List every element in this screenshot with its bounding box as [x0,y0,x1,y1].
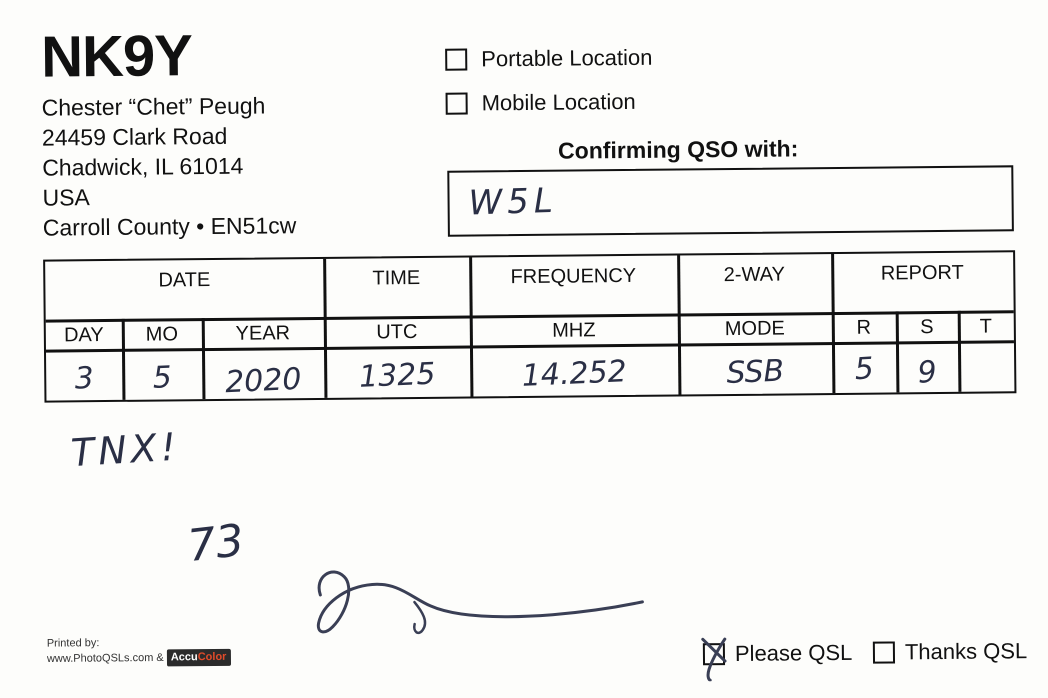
header-t: T [979,315,993,338]
note-73: 73 [185,514,247,572]
value-r: 5 [853,351,875,388]
thanks-qsl-option[interactable] [873,638,1028,665]
group-header-report: REPORT [880,261,964,285]
value-mo: 5 [151,360,173,396]
value-day: 3 [73,360,95,397]
value-t [958,352,1014,353]
checkbox-icon[interactable] [445,49,467,71]
accucolor-logo-part-a: Accu [170,651,198,664]
value-year: 2020 [224,361,303,401]
address-line-4: USA [42,184,90,211]
header-mode: MODE [724,317,785,341]
please-qsl-option[interactable] [703,640,853,667]
value-mode: SSB [725,353,785,392]
value-utc: 1325 [358,356,437,395]
address-line-1: Chester “Chet” Peugh [41,92,266,121]
header-mhz: MHZ [552,319,596,342]
group-header-mode: 2-WAY [723,263,785,287]
signature-scribble [302,544,673,658]
mobile-location-label: Mobile Location [481,88,636,116]
checkbox-icon[interactable] [446,93,468,115]
confirming-qso-value: W5L [467,180,559,224]
accucolor-logo-part-b: Color [197,650,227,664]
value-s: 9 [916,354,938,391]
check-mark-icon [699,635,735,681]
station-address [42,90,297,242]
header-mo: MO [145,323,179,346]
header-year: YEAR [235,322,291,345]
address-line-3: Chadwick, IL 61014 [42,152,244,181]
address-line-5: Carroll County • EN51cw [42,212,297,241]
group-header-time: TIME [372,266,421,290]
group-header-date: DATE [158,269,211,292]
checkbox-checked-icon[interactable] [703,643,725,665]
please-qsl-label: Please QSL [734,639,853,666]
group-header-frequency: FREQUENCY [510,264,637,289]
header-utc: UTC [376,321,418,344]
thanks-qsl-label: Thanks QSL [904,638,1028,665]
checkbox-icon[interactable] [873,641,895,663]
portable-location-option[interactable] [445,45,652,73]
printer-url: www.PhotoQSLs.com [46,651,154,665]
portable-location-label: Portable Location [481,44,653,72]
callsign-heading: NK9Y [40,23,193,90]
confirming-qso-label: Confirming QSO with: [557,135,799,164]
address-line-2: 24459 Clark Road [41,122,228,151]
ampersand: & [156,651,164,664]
printer-credit [47,635,232,668]
note-tnx: TNX! [69,424,182,476]
accucolor-logo [167,649,232,667]
qso-log-table [43,250,1016,402]
header-day: DAY [63,324,104,347]
mobile-location-option[interactable] [446,89,636,117]
header-r: R [856,316,872,339]
header-s: S [920,316,934,339]
printed-by-label: Printed by: [46,637,100,650]
value-mhz: 14.252 [521,354,628,394]
